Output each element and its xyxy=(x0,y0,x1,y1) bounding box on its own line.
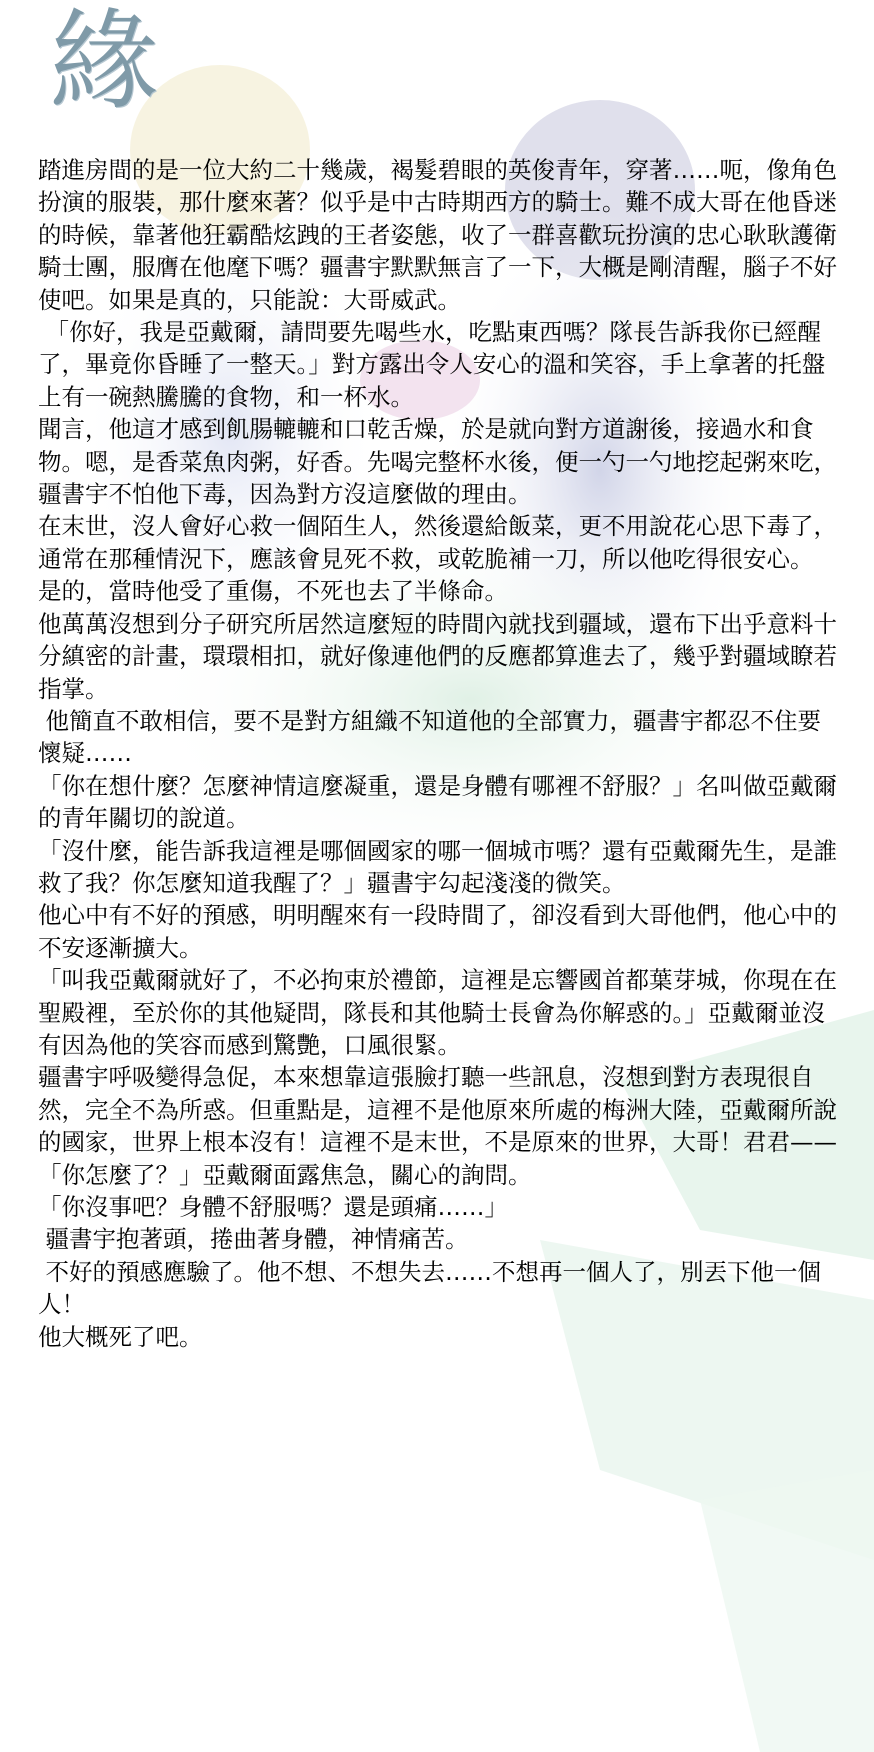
paragraph: 「叫我亞戴爾就好了，不必拘束於禮節，這裡是忘響國首都葉芽城，你現在在聖殿裡，至於你的其他疑問，隊長和其他騎士長會為你解惑的。」亞戴爾並沒有因為他的笑容而感到驚艷，口風很緊。 xyxy=(38,966,837,1059)
paragraph: 不好的預感應驗了。他不想、不想失去……不想再一個人了，別丟下他一個人！ xyxy=(38,1257,821,1319)
logo-glyph: 緣 xyxy=(50,0,159,124)
paragraph: 「你沒事吧？身體不舒服嗎？還是頭痛……」 xyxy=(38,1193,508,1221)
story-text xyxy=(38,154,838,1353)
paragraph: 疆書宇抱著頭，捲曲著身體，神情痛苦。 xyxy=(38,1225,469,1254)
paragraph: 踏進房間的是一位大約二十幾歲，褐髮碧眼的英俊青年，穿著……呃，像角色扮演的服裝，那什麼來著？似乎是中古時期西方的騎士。難不成大哥在他昏迷的時候，靠著他狂霸酷炫跩的王者姿態，收了一群喜歡玩扮演的忠心耿耿護衛騎士團，服膺在他麾下嗎？疆書宇默默無言了一下，大概是剛清醒，腦子不好使吧。如果是真的，只能說：大哥威武。 xyxy=(38,156,837,314)
paragraph: 聞言，他這才感到飢腸轆轆和口乾舌燥，於是就向對方道謝後，接過水和食物。嗯，是香菜魚肉粥，好香。先喝完整杯水後，便一勺一勺地挖起粥來吃，疆書宇不怕他下毒，因為對方沒這麼做的理由。 xyxy=(38,415,837,509)
paragraph: 他心中有不好的預感，明明醒來有一段時間了，卻沒看到大哥他們，他心中的不安逐漸擴大。 xyxy=(38,901,837,962)
paragraph: 在末世，沒人會好心救一個陌生人，然後還給飯菜，更不用說花心思下毒了，通常在那種情況下，應該會見死不救，或乾脆補一刀，所以他吃得很安心。 xyxy=(38,512,837,573)
paragraph: 疆書宇呼吸變得急促，本來想靠這張臉打聽一些訊息，沒想到對方表現很自然，完全不為所惑。但重點是，這裡不是他原來所處的梅洲大陸，亞戴爾所說的國家，世界上根本沒有！這裡不是末世，不是原來的世界，大哥！君君—— xyxy=(38,1063,837,1157)
bg-leaf-shape-3 xyxy=(700,1470,874,1752)
paragraph: 「沒什麼，能告訴我這裡是哪個國家的哪一個城市嗎？還有亞戴爾先生，是誰救了我？你怎麼知道我醒了？」疆書宇勾起淺淺的微笑。 xyxy=(38,836,837,897)
paragraph: 他大概死了吧。 xyxy=(38,1322,203,1351)
paragraph: 是的，當時他受了重傷，不死也去了半條命。 xyxy=(38,577,508,606)
paragraph: 「你好，我是亞戴爾，請問要先喝些水，吃點東西嗎？隊長告訴我你已經醒了，畢竟你昏睡了一整天。」對方露出令人安心的溫和笑容，手上拿著的托盤上有一碗熱騰騰的食物，和一杯水。 xyxy=(38,318,826,411)
paragraph: 「你怎麼了？」亞戴爾面露焦急，關心的詢問。 xyxy=(38,1160,532,1189)
paragraph: 「你在想什麼？怎麼神情這麼凝重，還是身體有哪裡不舒服？」名叫做亞戴爾的青年關切的說道。 xyxy=(38,771,837,833)
paragraph: 他萬萬沒想到分子研究所居然這麼短的時間內就找到疆域，還布下出乎意料十分縝密的計畫，環環相扣，就好像連他們的反應都算進去了，幾乎對疆域瞭若指掌。 xyxy=(38,609,837,703)
paragraph: 他簡直不敢相信，要不是對方組織不知道他的全部實力，疆書宇都忍不住要懷疑…… xyxy=(38,706,821,768)
